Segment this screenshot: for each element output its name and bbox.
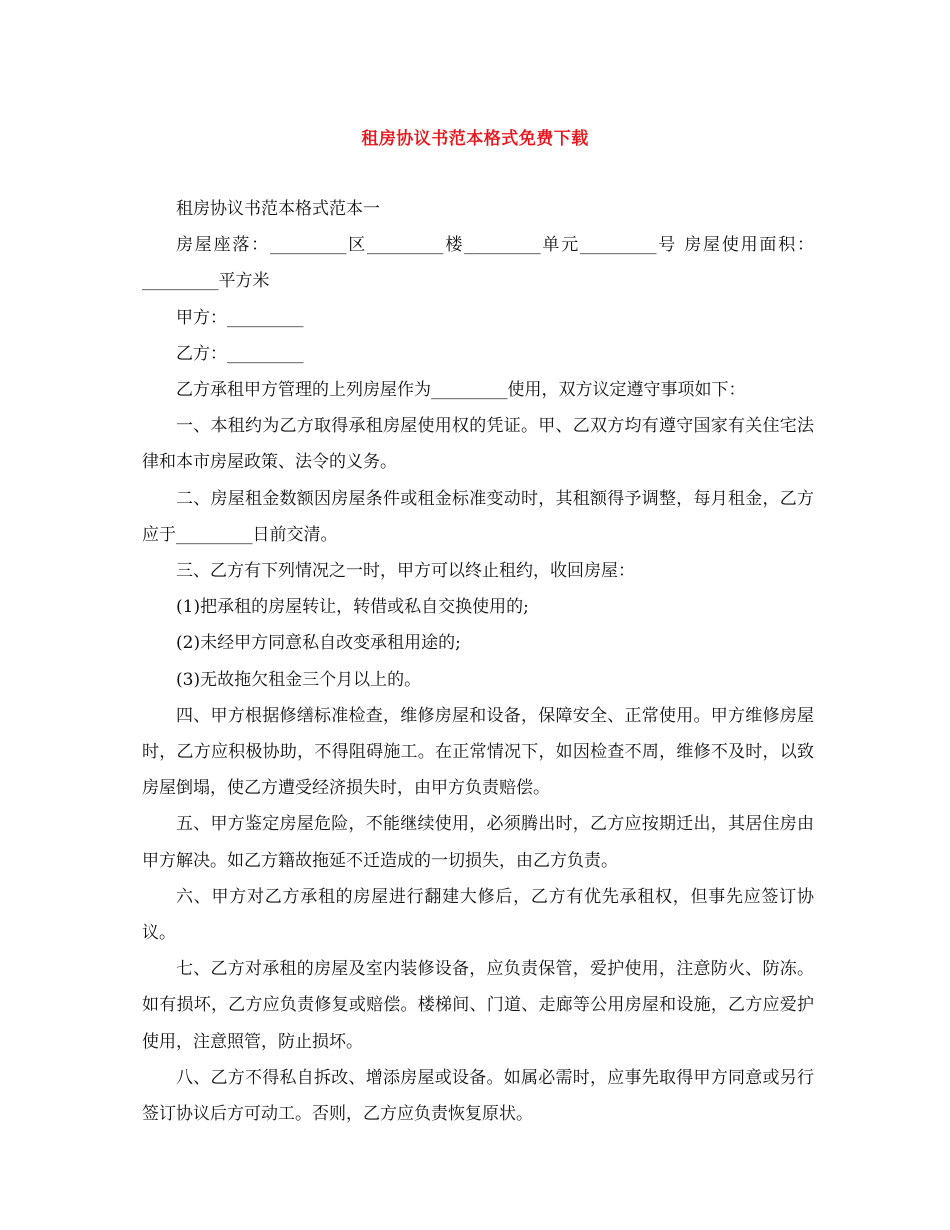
paragraph-usage: 乙方承租甲方管理的上列房屋作为_________使用，双方议定遵守事项如下： bbox=[176, 380, 746, 401]
paragraph-clause-3-item-2: (2)未经甲方同意私自改变承租用途的; bbox=[176, 633, 461, 654]
paragraph-clause-4: 四、甲方根据修缮标准检查，维修房屋和设备，保障安全、正常使用。甲方维修房屋时，乙方应积极协助，不得阻碍施工。在正常情况下，如因检查不周，维修不及时，以致房屋倒塌，使乙方遭受经济损失时，由甲方负责赔偿。 bbox=[142, 705, 814, 799]
paragraph-clause-5: 五、甲方鉴定房屋危险，不能继续使用，必须腾出时，乙方应按期迁出，其居住房由甲方解决。如乙方籍故拖延不迁造成的一切损失，由乙方负责。 bbox=[142, 814, 814, 871]
document-body bbox=[142, 191, 814, 1132]
paragraph-party-a: 甲方：_________ bbox=[176, 307, 304, 328]
document-title: 租房协议书范本格式免费下载 bbox=[361, 129, 589, 149]
paragraph-clause-3-item-1: (1)把承租的房屋转让，转借或私自交换使用的; bbox=[176, 597, 529, 618]
paragraph-clause-3-item-3: (3)无故拖欠租金三个月以上的。 bbox=[176, 669, 422, 690]
paragraph-property-location: 房屋座落：_________区_________楼_________单元_________号 房屋使用面积：_________平方米 bbox=[142, 235, 814, 292]
paragraph-clause-8: 八、乙方不得私自拆改、增添房屋或设备。如属必需时，应事先取得甲方同意或另行签订协议后方可动工。否则，乙方应负责恢复原状。 bbox=[142, 1067, 814, 1125]
paragraph-clause-7: 七、乙方对承租的房屋及室内装修设备，应负责保管，爱护使用，注意防火、防冻。如有损坏，乙方应负责修复或赔偿。楼梯间、门道、走廊等公用房屋和设施，乙方应爱护使用，注意照管，防止损坏。 bbox=[142, 959, 814, 1052]
paragraph-clause-3: 三、乙方有下列情况之一时，甲方可以终止租约，收回房屋： bbox=[176, 561, 635, 582]
paragraph-party-b: 乙方：_________ bbox=[176, 343, 304, 364]
paragraph-clause-2: 二、房屋租金数额因房屋条件或租金标准变动时，其租额得予调整，每月租金，乙方应于_________日前交清。 bbox=[142, 488, 814, 545]
paragraph-clause-6: 六、甲方对乙方承租的房屋进行翻建大修后，乙方有优先承租权，但事先应签订协议。 bbox=[142, 886, 814, 944]
paragraph-sample-heading: 租房协议书范本格式范本一 bbox=[176, 199, 380, 219]
paragraph-clause-1: 一、本租约为乙方取得承租房屋使用权的凭证。甲、乙双方均有遵守国家有关住宅法律和本市房屋政策、法令的义务。 bbox=[142, 416, 814, 473]
